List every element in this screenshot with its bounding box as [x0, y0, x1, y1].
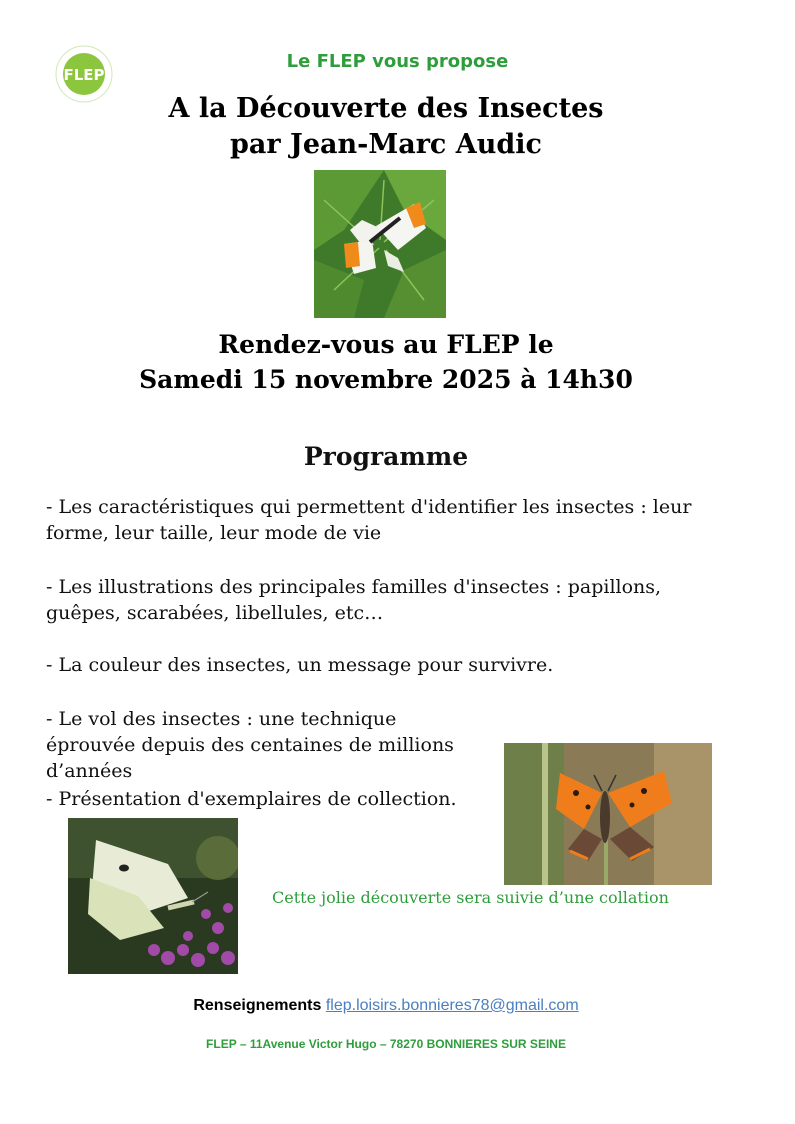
copper-butterfly-photo: [504, 743, 712, 885]
title-line-1: A la Découverte des Insectes: [168, 93, 604, 124]
collation-note: Cette jolie découverte sera suivie d’une collation: [272, 888, 669, 907]
programme-item-4: - Le vol des insectes : une technique éprouvée depuis des centaines de millions d’années: [46, 708, 454, 782]
programme-item-2: - Les illustrations des principales familles d'insectes : papillons, guêpes, scarabées, libellules, etc…: [46, 576, 662, 624]
event-line-1: Rendez-vous au FLEP le: [218, 330, 554, 359]
address: FLEP – 11Avenue Victor Hugo – 78270 BONNIERES SUR SEINE: [206, 1037, 566, 1051]
contact-line: [0, 997, 772, 1015]
programme-item-1: - Les caractéristiques qui permettent d'identifier les insectes : leur forme, leur taille, leur mode de vie: [46, 496, 692, 544]
kicker: Le FLEP vous propose: [286, 51, 509, 72]
orange-tip-butterfly-photo: [314, 170, 446, 318]
logo-text: FLEP: [63, 66, 105, 84]
event-date: Samedi 15 novembre 2025 à 14h30: [139, 365, 633, 394]
contact-label: Renseignements: [193, 997, 322, 1014]
programme-item-5: - Présentation d'exemplaires de collection.: [46, 788, 457, 810]
contact-email-link[interactable]: flep.loisirs.bonnieres78@gmail.com: [325, 997, 579, 1014]
cabbage-white-butterfly-photo: [68, 818, 238, 974]
programme-item-3: - La couleur des insectes, un message pour survivre.: [46, 654, 554, 676]
title-line-2: par Jean-Marc Audic: [230, 129, 542, 160]
programme-heading: Programme: [303, 442, 469, 471]
